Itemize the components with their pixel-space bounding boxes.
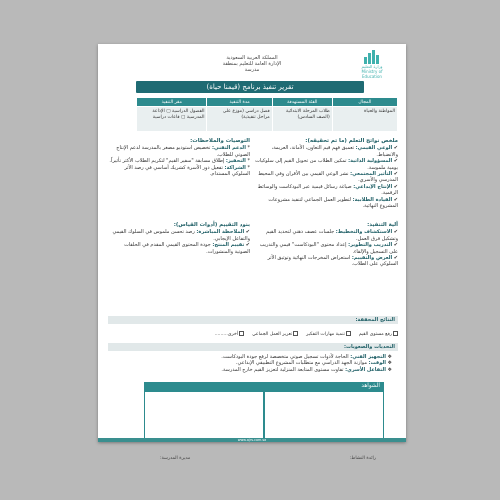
list-item: ✔ المسؤولية الذاتية: تمكين الطلاب من تحويل القيم إلى سلوكيات يومية ملموسة. <box>255 158 398 171</box>
results-bar: النتائج المحققة: <box>108 316 398 324</box>
info-header: مدة التنفيذ <box>207 98 272 107</box>
header-line: المملكة العربية السعودية <box>226 55 278 61</box>
list-item: * الشراكة: تفعيل دور الأسرة كشريك أساسي في رصد الأثر السلوكي المستدام. <box>124 164 250 178</box>
info-value: الفصول الدراسية ▢ الإذاعة المدرسية ▢ قاعات دراسية <box>137 107 207 132</box>
info-header: الفئة المستهدفة <box>272 98 332 107</box>
evidence-box <box>144 391 264 441</box>
list-item: * التحفيز: إطلاق مسابقة "سفير القيم" لتكريم الطلاب الأكثر تأثيراً. <box>109 158 250 165</box>
execution-section <box>254 222 398 268</box>
recommendations-section <box>108 138 250 177</box>
evidence-boxes <box>144 391 384 441</box>
checkbox-item[interactable]: تعزيز العمل الجماعي <box>252 331 298 337</box>
header-line: مدرسة <box>244 67 260 73</box>
evaluation-section <box>108 222 250 255</box>
list-item: ✔ الملاحظة المباشرة: رصد تحسن ملموس في السلوك القيمي والتفاعل الإيجابي. <box>112 229 250 242</box>
logo-subtext: Ministry of Education <box>361 69 383 79</box>
checkbox-icon[interactable] <box>239 331 244 336</box>
checkbox-icon[interactable] <box>346 331 351 336</box>
header-lines <box>98 55 406 73</box>
report-page <box>98 44 406 461</box>
list-item: ✔ تقييم المنتج: جودة المحتوى القيمي المقدم في الحلقات الصوتية والمنشورات. <box>124 242 250 255</box>
report-title: تقرير تنفيذ برنامج (قيمنا حياة) <box>136 81 364 93</box>
header-line: الإدارة العامة للتعليم بمنطقة <box>222 61 282 67</box>
list-item: ✔ القيادة الطلابية: لتطوير العمل الجماعي لتنفيذ مشروعات المشروع النهائية. <box>268 196 398 210</box>
info-value: فصل دراسي (موزع على مراحل تنفيذية) <box>207 107 272 132</box>
results-checks <box>153 331 398 337</box>
checkbox-icon[interactable] <box>393 331 398 336</box>
list-item: ✔ الإنتاج الإبداعي: صياغة رسائل قيمية عبر البودكاست والوسائط الرقمية. <box>257 183 398 197</box>
list-item: ✔ التدريب والتطوير: إعداد محتوى "البودكاست" قيمي والتدريب على التسجيل والإلقاء. <box>259 242 398 255</box>
challenges-bar: التحديات والصعوبات: <box>108 343 398 351</box>
info-value: طلاب المرحلة الابتدائية (الصف السادس) <box>272 107 332 132</box>
section-title: التوصيات والملاحظات: <box>190 138 250 144</box>
logo-text: وزارة التعليم <box>361 64 383 69</box>
list-item: ❖ الوقت: موازنة الجهد الدراسي مع متطلبات المشروع التطبيقي الإبداعي. <box>235 360 392 367</box>
info-table <box>136 97 398 132</box>
list-item: ✔ الوعي القيمي: تعميق فهم قيم التعاون، الأمانة، العريمة، والانضباط. <box>271 145 398 158</box>
checkbox-item[interactable]: تنمية مهارات التفكير <box>306 331 351 337</box>
challenges-list <box>118 354 392 373</box>
footer-bar: www.ajrs.com.sa <box>98 438 406 442</box>
section-title: ملخص نواتج التعلم (ما تم تحقيقه): <box>305 138 398 144</box>
checkbox-icon[interactable] <box>293 331 298 336</box>
outcomes-section <box>254 138 398 209</box>
leader-signature: رائدة النشاط: <box>349 456 376 461</box>
list-item: ✔ التأثير المجتمعي: نشر الوعي القيمي بين الأقران وفي المحيط المدرسي والأسري. <box>258 171 398 184</box>
section-title: آلية التنفيذ: <box>367 222 398 228</box>
section-title: بنود التقييم (أدوات القياس): <box>173 222 250 228</box>
checkbox-item[interactable]: رفع مستوى القيم <box>359 331 398 337</box>
list-item: ❖ التفاعل الأسري: تفاوت مستوى المتابعة المنزلية لتعزيز القيم خارج المدرسة. <box>221 366 392 373</box>
principal-signature: مديرة المدرسة: <box>160 456 191 461</box>
list-item: ✔ العرض والتقييم: استعراض المخرجات النهائية وتوثيق الأثر السلوكي على الطلاب. <box>267 255 398 268</box>
info-header: المجال <box>332 98 397 107</box>
info-header: مقر التنفيذ <box>137 98 207 107</box>
evidence-header: الشواهد <box>144 382 384 391</box>
list-item: ✔ الاستكشاف والتخطيط: جلسات عصف ذهني لتحديد القيم وتشكيل فرق العمل. <box>266 229 398 242</box>
info-value: المواطنة والحياة <box>332 107 397 132</box>
list-item: ❖ التجهيز الفني: الحاجة لأدوات تسجيل صوتي متخصصة لرفع جودة البودكاست. <box>221 354 392 360</box>
list-item: * الدعم التقني: تخصيص استوديو مصغر بالمدرسة لدعم الإنتاج الصوتي للطلاب. <box>116 145 250 158</box>
evidence-box <box>264 391 384 441</box>
checkbox-item[interactable]: أخرى......... <box>215 331 244 337</box>
